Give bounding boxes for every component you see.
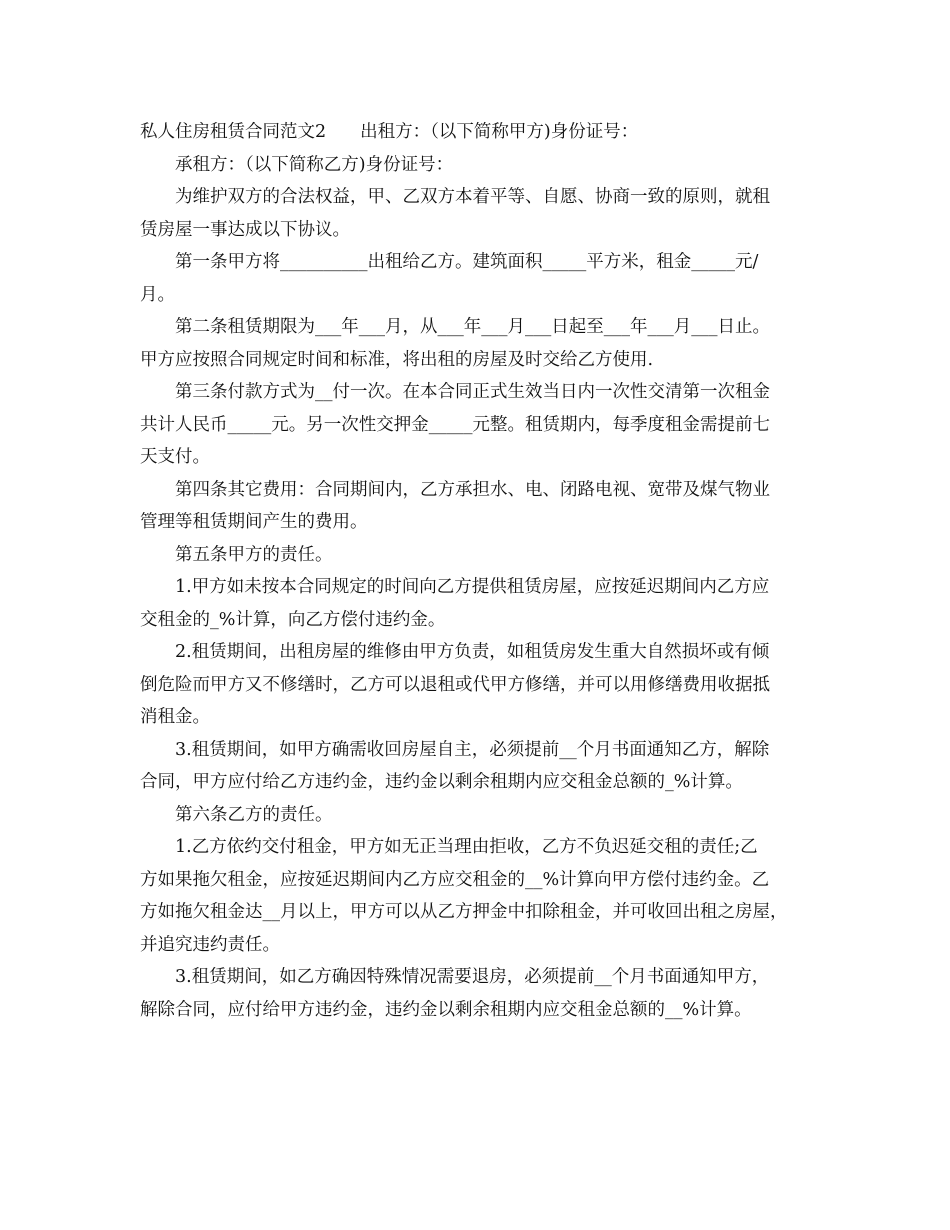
- article-3-line: 共计人民币_____元。另一次性交押金_____元整。租赁期内，每季度租金需提前七: [140, 414, 770, 435]
- article-1-line: 第一条甲方将__________出租给乙方。建筑面积_____平方米，租金_____元/: [175, 252, 759, 272]
- lessee-line: 承租方：（以下简称乙方)身份证号：: [175, 154, 454, 175]
- article-6-heading: 第六条乙方的责任。: [175, 804, 333, 825]
- article-5-item-line: 3.租赁期间，如甲方确需收回房屋自主，必须提前__个月书面通知乙方，解除: [175, 739, 770, 760]
- article-6-item-line: 方如果拖欠租金，应按延迟期间内乙方应交租金的__%计算向甲方偿付违约金。乙: [140, 869, 770, 890]
- article-3-line: 天支付。: [140, 447, 210, 467]
- article-6-item-line: 3.租赁期间，如乙方确因特殊情况需要退房，必须提前__个月书面通知甲方，: [175, 967, 770, 987]
- article-5-item-line: 倒危险而甲方又不修缮时，乙方可以退租或代甲方修缮，并可以用修缮费用收据抵: [140, 674, 770, 695]
- article-6-item-line: 方如拖欠租金达__月以上，甲方可以从乙方押金中扣除租金，并可收回出租之房屋，: [140, 902, 788, 922]
- document-title: 私人住房租赁合同范文2: [140, 122, 327, 142]
- article-6-item-line: 并追究违约责任。: [140, 934, 280, 955]
- article-6-item-line: 1.乙方依约交付租金，甲方如无正当理由拒收，乙方不负迟延交租的责任;乙: [175, 837, 758, 857]
- document-body: [140, 116, 820, 1026]
- article-5-item-line: 交租金的_%计算，向乙方偿付违约金。: [140, 609, 446, 630]
- article-5-item-line: 消租金。: [140, 707, 210, 727]
- article-1-line: 月。: [140, 284, 175, 305]
- lessor-line: 出租方：（以下简称甲方)身份证号：: [360, 122, 639, 142]
- article-5-item-line: 合同，甲方应付给乙方违约金，违约金以剩余租期内应交租金总额的_%计算。: [140, 772, 743, 792]
- paragraph-line: 为维护双方的合法权益，甲、乙双方本着平等、自愿、协商一致的原则，就租: [175, 187, 770, 207]
- article-5-heading: 第五条甲方的责任。: [175, 544, 333, 565]
- paragraph-line: 赁房屋一事达成以下协议。: [140, 219, 350, 240]
- article-4-line: 管理等租赁期间产生的费用。: [140, 512, 368, 532]
- article-6-item-line: 解除合同，应付给甲方违约金，违约金以剩余租期内应交租金总额的__%计算。: [140, 999, 752, 1020]
- article-5-item-line: 2.租赁期间，出租房屋的维修由甲方负责，如租赁房发生重大自然损坏或有倾: [175, 642, 770, 662]
- article-5-item-line: 1.甲方如未按本合同规定的时间向乙方提供租赁房屋，应按延迟期间内乙方应: [175, 577, 770, 597]
- article-2-line: 第二条租赁期限为___年___月，从___年___月___日起至___年___月___日止。: [175, 317, 770, 337]
- article-4-line: 第四条其它费用：合同期间内，乙方承担水、电、闭路电视、宽带及煤气物业: [175, 479, 770, 500]
- article-2-line: 甲方应按照合同规定时间和标准，将出租的房屋及时交给乙方使用.: [140, 349, 654, 370]
- article-3-line: 第三条付款方式为__付一次。在本合同正式生效当日内一次性交清第一次租金: [175, 382, 770, 402]
- document-header: [140, 116, 820, 149]
